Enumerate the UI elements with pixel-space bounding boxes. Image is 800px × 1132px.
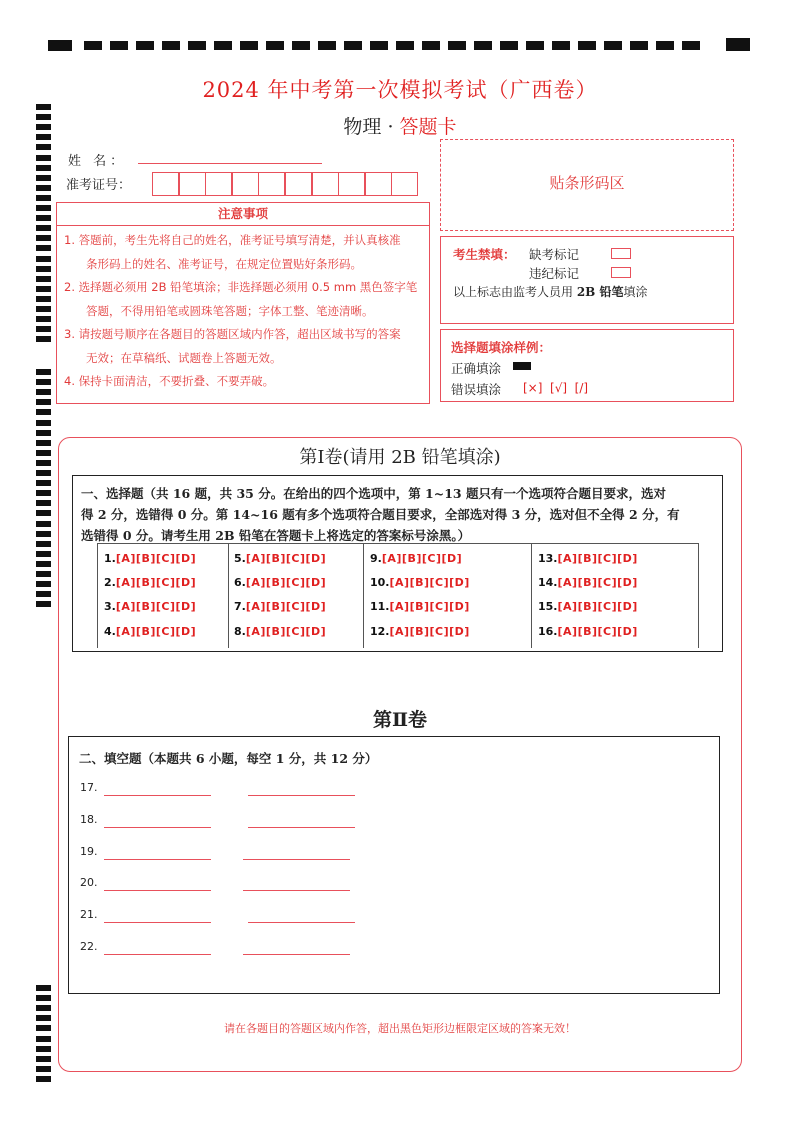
question-number: 12. bbox=[370, 625, 390, 638]
question-number: 14. bbox=[538, 576, 558, 589]
notice-list bbox=[64, 229, 425, 394]
choice-question-8[interactable] bbox=[234, 625, 326, 638]
id-digit-box[interactable] bbox=[338, 172, 365, 196]
answer-card-label: 答题卡 bbox=[399, 116, 457, 138]
footer-warning: 请在各题目的答题区域内作答，超出黑色矩形边框限定区域的答案无效！ bbox=[224, 1022, 576, 1035]
answer-options[interactable]: [A][B][C][D] bbox=[115, 552, 197, 565]
question-number: 4. bbox=[104, 625, 116, 638]
timing-mark bbox=[36, 1056, 51, 1062]
answer-options[interactable]: [A][B][C][D] bbox=[389, 576, 470, 589]
timing-mark bbox=[36, 276, 51, 282]
timing-mark bbox=[36, 521, 51, 527]
answer-options[interactable]: [A][B][C][D] bbox=[245, 625, 327, 638]
question-number: 11. bbox=[370, 600, 390, 613]
part1-instructions bbox=[81, 483, 680, 546]
choice-question-6[interactable] bbox=[234, 576, 326, 589]
answer-options[interactable]: [A][B][C][D] bbox=[557, 552, 638, 565]
timing-mark bbox=[36, 195, 51, 201]
fill-blank[interactable] bbox=[104, 954, 211, 955]
id-digit-box[interactable] bbox=[285, 172, 312, 196]
wrong-fill-samples: [×] [√] [/] bbox=[523, 381, 589, 395]
timing-mark bbox=[36, 1036, 51, 1042]
fill-blank[interactable] bbox=[243, 954, 350, 955]
timing-mark bbox=[36, 490, 51, 496]
question-number: 16. bbox=[538, 625, 558, 638]
answer-options[interactable]: [A][B][C][D] bbox=[381, 552, 463, 565]
choice-question-12[interactable] bbox=[370, 625, 470, 638]
timing-mark bbox=[36, 601, 51, 607]
answer-options[interactable]: [A][B][C][D] bbox=[245, 576, 327, 589]
timing-mark bbox=[36, 531, 51, 537]
fill-item-number: 18. bbox=[80, 812, 98, 826]
fill-blank[interactable] bbox=[104, 795, 211, 796]
id-digit-box[interactable] bbox=[179, 172, 206, 196]
grid-divider bbox=[363, 543, 364, 648]
fill-section-title: 二、填空题（本题共 6 小题，每空 1 分，共 12 分） bbox=[79, 751, 378, 766]
barcode-area bbox=[440, 139, 734, 231]
notice-item: 条形码上的姓名、准考证号，在规定位置贴好条形码。 bbox=[86, 256, 362, 271]
id-digit-box[interactable] bbox=[258, 172, 285, 196]
answer-options[interactable]: [A][B][C][D] bbox=[557, 600, 638, 613]
wrong-label: 错误填涂 bbox=[451, 382, 502, 397]
fill-blank[interactable] bbox=[104, 827, 211, 828]
forbidden-note bbox=[453, 283, 648, 300]
answer-options[interactable]: [A][B][C][D] bbox=[245, 600, 327, 613]
timing-mark bbox=[36, 306, 51, 312]
fill-blank[interactable] bbox=[248, 922, 355, 923]
notice-title: 注意事项 bbox=[57, 203, 429, 226]
id-label: 准考证号： bbox=[66, 178, 132, 193]
question-number: 13. bbox=[538, 552, 558, 565]
timing-mark bbox=[36, 1005, 51, 1011]
timing-mark bbox=[36, 225, 51, 231]
name-field[interactable] bbox=[138, 163, 322, 164]
fill-blank[interactable] bbox=[248, 827, 355, 828]
sample-title: 选择题填涂样例： bbox=[451, 340, 552, 355]
timing-mark bbox=[36, 551, 51, 557]
id-digit-box[interactable] bbox=[365, 172, 392, 196]
part1-heading: 第Ⅰ卷(请用 2B 铅笔填涂) bbox=[299, 447, 501, 468]
exam-title: 2024 年中考第一次模拟考试（广西卷） bbox=[202, 78, 598, 102]
choice-question-9[interactable] bbox=[370, 552, 462, 565]
notice-item: 无效；在草稿纸、试题卷上答题无效。 bbox=[86, 350, 282, 365]
notice-item: 1. 答题前，考生先将自己的姓名，准考证号填写清楚，并认真核准 bbox=[64, 233, 401, 247]
exam-subtitle bbox=[0, 112, 800, 139]
forbidden-title: 考生禁填： bbox=[453, 247, 516, 262]
timing-mark bbox=[36, 1066, 51, 1072]
instruction-line: 选错得 0 分。请考生用 2B 铅笔在答题卡上将选定的答案标号涂黑。） bbox=[81, 528, 471, 543]
fill-blank[interactable] bbox=[104, 890, 211, 891]
choice-question-5[interactable] bbox=[234, 552, 326, 565]
timing-mark bbox=[36, 185, 51, 191]
timing-mark bbox=[36, 591, 51, 597]
choice-question-7[interactable] bbox=[234, 600, 326, 613]
timing-mark bbox=[36, 1046, 51, 1052]
notice-box bbox=[56, 202, 430, 404]
barcode-label: 贴条形码区 bbox=[549, 174, 625, 192]
fill-item-number: 20. bbox=[80, 876, 98, 890]
choice-question-1[interactable] bbox=[104, 552, 196, 565]
choice-question-3[interactable] bbox=[104, 600, 196, 613]
fill-blank[interactable] bbox=[243, 859, 350, 860]
question-number: 2. bbox=[104, 576, 116, 589]
fill-item-number: 21. bbox=[80, 908, 98, 922]
answer-options[interactable]: [A][B][C][D] bbox=[557, 625, 638, 638]
timing-mark bbox=[36, 215, 51, 221]
part2-box bbox=[68, 736, 720, 994]
choice-question-14[interactable] bbox=[538, 576, 638, 589]
question-number: 8. bbox=[234, 625, 246, 638]
timing-mark bbox=[36, 480, 51, 486]
fill-blank[interactable] bbox=[104, 859, 211, 860]
answer-options[interactable]: [A][B][C][D] bbox=[389, 625, 470, 638]
notice-item: 4. 保持卡面清洁，不要折叠、不要弄破。 bbox=[64, 374, 275, 388]
question-number: 5. bbox=[234, 552, 246, 565]
choice-question-11[interactable] bbox=[370, 600, 470, 613]
timing-mark bbox=[36, 389, 51, 395]
answer-options[interactable]: [A][B][C][D] bbox=[245, 552, 327, 565]
timing-mark bbox=[36, 104, 51, 110]
answer-options[interactable]: [A][B][C][D] bbox=[557, 576, 638, 589]
fill-blank[interactable] bbox=[104, 922, 211, 923]
choice-question-15[interactable] bbox=[538, 600, 638, 613]
timing-mark bbox=[36, 144, 51, 150]
timing-mark bbox=[36, 541, 51, 547]
notice-item: 3. 请按题号顺序在各题目的答题区域内作答，超出区域书写的答案 bbox=[64, 327, 401, 341]
correct-fill-sample bbox=[513, 362, 531, 370]
timing-mark bbox=[36, 256, 51, 262]
name-label: 姓 名： bbox=[68, 154, 128, 169]
timing-mark bbox=[36, 500, 51, 506]
instruction-line: 一、选择题（共 16 题，共 35 分。在给出的四个选项中，第 1~13 题只有一个选项符合题目要求，选对 bbox=[81, 486, 666, 501]
answer-options[interactable]: [A][B][C][D] bbox=[115, 576, 197, 589]
timing-mark bbox=[36, 571, 51, 577]
choice-question-4[interactable] bbox=[104, 625, 196, 638]
question-number: 15. bbox=[538, 600, 558, 613]
timing-mark bbox=[36, 266, 51, 272]
violation-checkbox[interactable] bbox=[611, 267, 631, 278]
absent-label: 缺考标记 bbox=[529, 247, 580, 262]
notice-item: 答题，不得用铅笔或圆珠笔答题；字体工整、笔迹清晰。 bbox=[86, 303, 374, 318]
timing-mark bbox=[36, 155, 51, 161]
fill-item-number: 22. bbox=[80, 940, 98, 953]
question-number: 10. bbox=[370, 576, 390, 589]
timing-mark bbox=[36, 379, 51, 385]
question-number: 6. bbox=[234, 576, 246, 589]
absent-checkbox[interactable] bbox=[611, 248, 631, 259]
timing-mark bbox=[36, 995, 51, 1001]
fill-item-number: 19. bbox=[80, 844, 98, 858]
timing-mark bbox=[36, 409, 51, 415]
timing-mark bbox=[36, 296, 51, 302]
choice-question-10[interactable] bbox=[370, 576, 470, 589]
timing-mark bbox=[36, 336, 51, 342]
part2-heading: 第Ⅱ卷 bbox=[372, 709, 427, 731]
timing-mark bbox=[36, 369, 51, 375]
timing-mark bbox=[36, 165, 51, 171]
answer-options[interactable]: [A][B][C][D] bbox=[115, 625, 197, 638]
timing-mark bbox=[36, 430, 51, 436]
timing-mark bbox=[36, 316, 51, 322]
timing-mark bbox=[36, 510, 51, 516]
sample-box bbox=[440, 329, 734, 402]
correct-label: 正确填涂 bbox=[451, 361, 502, 376]
timing-mark bbox=[36, 399, 51, 405]
timing-mark bbox=[36, 985, 51, 991]
violation-label: 违纪标记 bbox=[529, 266, 580, 281]
fill-item-number: 17. bbox=[80, 781, 98, 794]
grid-divider bbox=[228, 543, 229, 648]
choice-question-13[interactable] bbox=[538, 552, 638, 565]
subject-label: 物理 · bbox=[343, 116, 400, 138]
note-prefix: 以上标志由监考人员用 bbox=[453, 285, 577, 299]
timing-mark bbox=[36, 286, 51, 292]
fill-blank[interactable] bbox=[248, 795, 355, 796]
id-digit-box[interactable] bbox=[232, 172, 259, 196]
question-number: 7. bbox=[234, 600, 246, 613]
choice-question-2[interactable] bbox=[104, 576, 196, 589]
question-number: 1. bbox=[104, 552, 116, 565]
notice-item: 2. 选择题必须用 2B 铅笔填涂；非选择题必须用 0.5 mm 黑色签字笔 bbox=[64, 280, 418, 294]
choice-question-16[interactable] bbox=[538, 625, 638, 638]
timing-mark bbox=[36, 245, 51, 251]
timing-mark bbox=[36, 1076, 51, 1082]
note-bold: 2B 铅笔 bbox=[576, 285, 624, 299]
timing-mark bbox=[36, 470, 51, 476]
id-digit-box[interactable] bbox=[312, 172, 339, 196]
grid-divider bbox=[531, 543, 532, 648]
answer-options[interactable]: [A][B][C][D] bbox=[115, 600, 197, 613]
timing-mark bbox=[36, 235, 51, 241]
id-digit-box[interactable] bbox=[391, 172, 418, 196]
timing-mark bbox=[36, 420, 51, 426]
question-number: 3. bbox=[104, 600, 116, 613]
question-number: 9. bbox=[370, 552, 382, 565]
instruction-line: 得 2 分，选错得 0 分。第 14~16 题有多个选项符合题目要求，全部选对得 3 分，选对但不全得 2 分，有 bbox=[81, 507, 680, 522]
timing-mark bbox=[36, 561, 51, 567]
answer-options[interactable]: [A][B][C][D] bbox=[389, 600, 470, 613]
fill-blank[interactable] bbox=[243, 890, 350, 891]
id-digit-box[interactable] bbox=[205, 172, 232, 196]
note-suffix: 填涂 bbox=[623, 285, 648, 299]
timing-mark bbox=[36, 205, 51, 211]
id-digit-box[interactable] bbox=[152, 172, 179, 196]
forbidden-box bbox=[440, 236, 734, 324]
timing-mark bbox=[36, 175, 51, 181]
timing-mark bbox=[36, 581, 51, 587]
timing-mark bbox=[36, 326, 51, 332]
